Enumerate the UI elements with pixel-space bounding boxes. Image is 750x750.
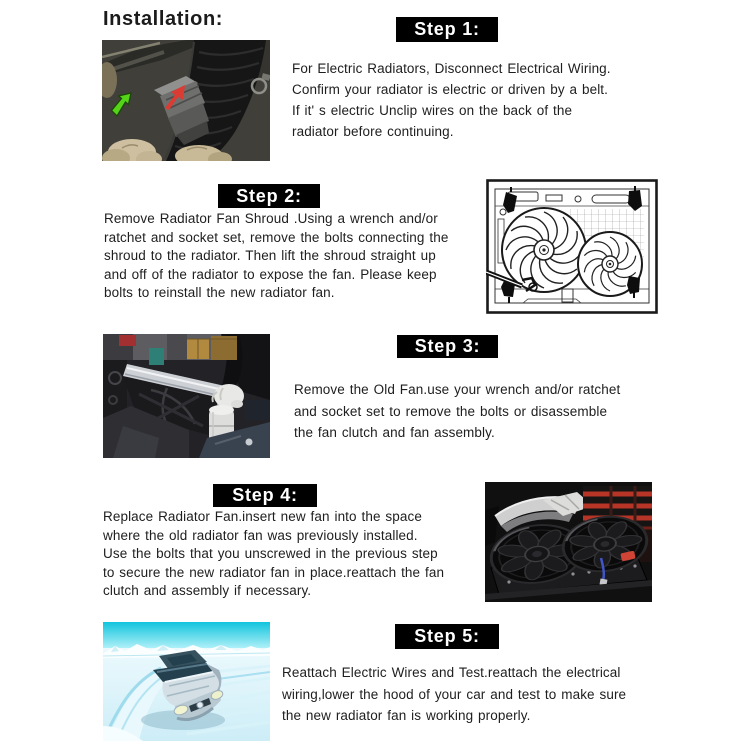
page-title: Installation: xyxy=(103,8,224,30)
text-line: and socket set to remove the bolts or disassemble xyxy=(294,403,608,419)
left-fan-drawing xyxy=(502,208,586,292)
step2-diagram xyxy=(486,179,658,314)
text-line: Remove the Old Fan.use your wrench and/or ratchet xyxy=(294,382,621,397)
text-line: Remove Radiator Fan Shroud .Using a wrench and/or xyxy=(104,211,438,226)
step4-photo xyxy=(485,482,652,602)
text-line: radiator before continuing. xyxy=(292,124,454,139)
step4-header xyxy=(213,484,317,507)
step5-label: Step 5: xyxy=(414,626,480,646)
text-line: clutch and assembly if necessary. xyxy=(103,583,312,599)
text-line: bolts to reinstall the new radiator fan. xyxy=(104,285,335,301)
step4-label: Step 4: xyxy=(232,485,298,505)
engine-connector-photo xyxy=(102,40,270,161)
step3-label: Step 3: xyxy=(414,336,481,356)
step3-header xyxy=(397,335,498,358)
text-line: For Electric Radiators, Disconnect Electrical Wiring. xyxy=(292,61,611,76)
step4-instructions xyxy=(103,508,444,601)
text-line: Confirm your radiator is electric or driven by a belt. xyxy=(292,82,609,97)
text-line: Use the bolts that you unscrewed in the previous step xyxy=(103,546,438,562)
text-line: the fan clutch and fan assembly. xyxy=(294,425,495,440)
text-line: If it' s electric Unclip wires on the back of the xyxy=(292,103,573,118)
step2-header xyxy=(218,184,320,208)
step5-header xyxy=(395,624,499,649)
fan-shroud-diagram xyxy=(486,179,658,314)
text-line: where the old radiator fan was previously installed. xyxy=(103,527,418,543)
radiator-work-photo xyxy=(103,334,270,458)
step1-label: Step 1: xyxy=(414,19,480,39)
step5-photo xyxy=(103,622,270,741)
text-line: the new radiator fan is working properly. xyxy=(282,708,531,723)
step3-photo xyxy=(103,334,270,458)
text-line: and off of the radiator to expose the fan. Please keep xyxy=(104,266,437,282)
text-line: Replace Radiator Fan.insert new fan into the space xyxy=(103,509,422,524)
step2-instructions xyxy=(104,210,448,303)
text-line: wiring,lower the hood of your car and test to make sure xyxy=(282,686,627,702)
step1-instructions xyxy=(292,58,611,142)
step2-label: Step 2: xyxy=(236,185,302,206)
text-line: Reattach Electric Wires and Test.reattach the electrical xyxy=(282,665,621,680)
text-line: shroud to the radiator. Then lift the shroud straight up xyxy=(104,248,436,264)
step5-instructions xyxy=(282,662,626,727)
installed-fans-photo xyxy=(485,482,652,602)
text-line: ratchet and socket set, remove the bolts connecting the xyxy=(104,229,449,245)
car-snow-photo xyxy=(103,622,270,741)
step1-header xyxy=(396,17,498,42)
step3-instructions xyxy=(294,379,620,444)
text-line: to secure the new radiator fan in place.reattach the fan xyxy=(103,564,445,580)
step1-photo xyxy=(102,40,270,161)
